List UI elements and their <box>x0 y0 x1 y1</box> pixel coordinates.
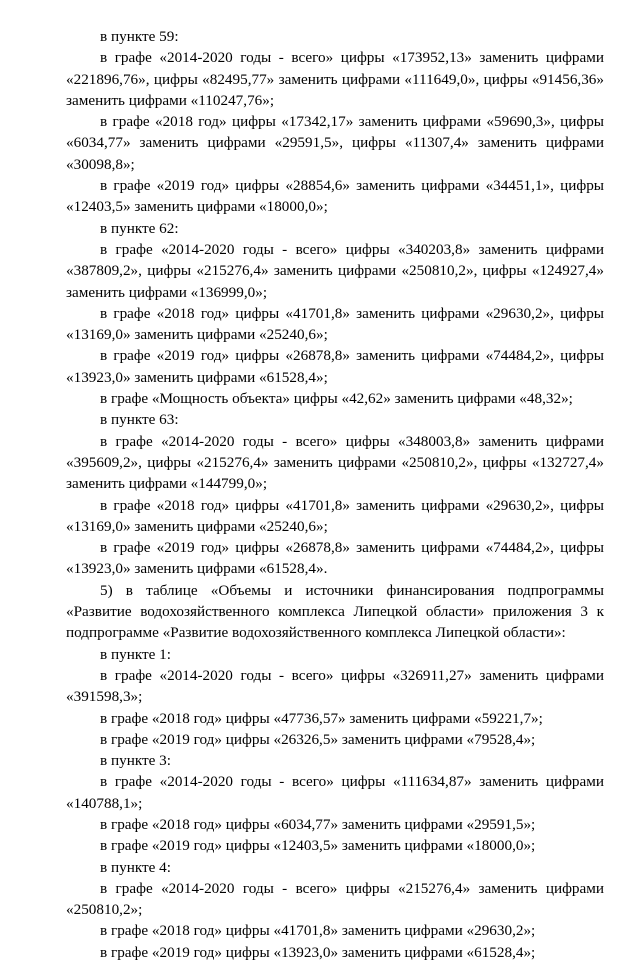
paragraph: в пункте 3: <box>100 752 171 770</box>
paragraph: в графе «2014-2020 годы - всего» цифры «348003,8» заменить цифрами «395609,2», цифры «215276,4» заменить цифрами «250810,2», цифры «132727,4» заменить цифрами «144799,0»; <box>66 432 604 493</box>
paragraph: в графе «2014-2020 годы - всего» цифры «173952,13» заменить цифрами «221896,76», цифры «82495,77» заменить цифрами «111649,0», цифры «91456,36» заменить цифрами «110247,76»; <box>66 49 604 109</box>
paragraph: в графе «2018 год» цифры «41701,8» заменить цифрами «29630,2»; <box>100 922 536 940</box>
paragraph: в графе «2014-2020 годы - всего» цифры «111634,87» заменить цифрами «140788,1»; <box>66 773 604 812</box>
paragraph: в графе «2018 год» цифры «41701,8» заменить цифрами «29630,2», цифры «13169,0» заменить цифрами «25240,6»; <box>66 496 604 535</box>
paragraph: в графе «2014-2020 годы - всего» цифры «326911,27» заменить цифрами «391598,3»; <box>66 666 604 706</box>
paragraph: в графе «2018 год» цифры «47736,57» заменить цифрами «59221,7»; <box>100 709 543 727</box>
paragraph: в графе «2019 год» цифры «26878,8» заменить цифрами «74484,2», цифры «13923,0» заменить цифрами «61528,4». <box>66 539 604 578</box>
paragraph: в графе «2018 год» цифры «17342,17» заменить цифрами «59690,3», цифры «6034,77» заменить цифрами «29591,5», цифры «11307,4» заменить цифрами «30098,8»; <box>66 113 604 173</box>
paragraph: в графе «2019 год» цифры «12403,5» заменить цифрами «18000,0»; <box>100 837 536 855</box>
paragraph: в графе «2014-2020 годы - всего» цифры «340203,8» заменить цифрами «387809,2», цифры «215276,4» заменить цифрами «250810,2», цифры «124927,4» заменить цифрами «136999,0»; <box>66 240 604 301</box>
document-body <box>66 26 604 963</box>
paragraph: в графе «2019 год» цифры «28854,6» заменить цифрами «34451,1», цифры «12403,5» заменить цифрами «18000,0»; <box>66 177 604 216</box>
paragraph: в пункте 4: <box>100 858 171 876</box>
paragraph: в графе «2014-2020 годы - всего» цифры «215276,4» заменить цифрами «250810,2»; <box>66 879 604 919</box>
paragraph: в графе «2018 год» цифры «6034,77» заменить цифрами «29591,5»; <box>100 815 536 833</box>
paragraph: в графе «2018 год» цифры «41701,8» заменить цифрами «29630,2», цифры «13169,0» заменить цифрами «25240,6»; <box>66 304 604 344</box>
paragraph: в пункте 59: <box>100 28 179 45</box>
paragraph: в пункте 62: <box>100 219 179 237</box>
paragraph: в графе «Мощность объекта» цифры «42,62» заменить цифрами «48,32»; <box>100 390 573 408</box>
paragraph: в графе «2019 год» цифры «26878,8» заменить цифрами «74484,2», цифры «13923,0» заменить цифрами «61528,4»; <box>66 347 604 386</box>
paragraph: в графе «2019 год» цифры «13923,0» заменить цифрами «61528,4»; <box>100 943 536 961</box>
paragraph: в пункте 1: <box>100 645 171 663</box>
paragraph: в графе «2019 год» цифры «26326,5» заменить цифрами «79528,4»; <box>100 730 536 748</box>
paragraph: 5) в таблице «Объемы и источники финансирования подпрограммы «Развитие водохозяйственного комплекса Липецкой области» приложения 3 к подпрограмме «Развитие водохозяйственного комплекса Липецкой области»: <box>66 581 604 642</box>
paragraph: в пункте 63: <box>100 411 179 429</box>
